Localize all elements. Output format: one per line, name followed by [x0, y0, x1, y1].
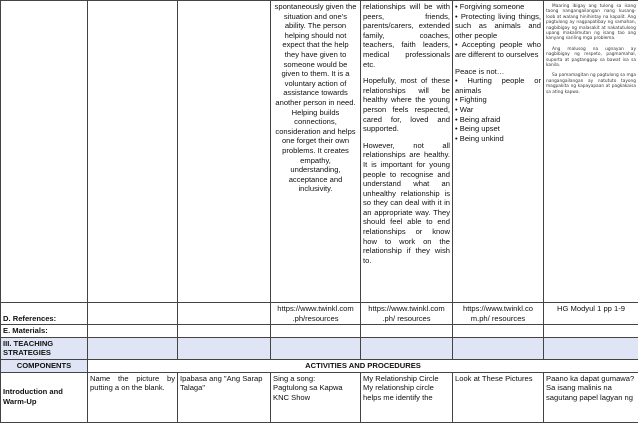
references-day6-text: HG Modyul 1 pp 1-9	[544, 303, 638, 325]
intro-day1-text: Name the picture by putting a on the blank.	[88, 372, 178, 422]
peace-is-not-item: • Fighting	[455, 95, 541, 105]
content-label-cell	[1, 1, 88, 303]
helping-text-line: assistance towards	[273, 88, 358, 98]
relationships-paragraph-1: relationships will be with peers, friends, parents/carers, extended family, coaches, teachers, faith leaders, medical professionals etc.	[363, 2, 450, 69]
components-row	[1, 359, 638, 372]
helping-text-line: inclusivity.	[273, 184, 358, 194]
references-day5-link[interactable]: https://www.twinkl.co m.ph/ resources	[453, 303, 544, 325]
intro-day4-text: My Relationship Circle My relationship circle helps me identify the	[361, 372, 453, 422]
peace-is-not-heading: Peace is not…	[455, 67, 541, 77]
materials-label: E. Materials:	[1, 325, 88, 338]
components-label: COMPONENTS	[1, 359, 88, 372]
peace-is-not-item: • Being unkind	[455, 134, 541, 144]
intro-day2-text: Ipabasa ang "Ang Sarap Talaga"	[178, 372, 271, 422]
materials-row	[1, 325, 638, 338]
helping-text-line: acceptance and	[273, 175, 358, 185]
peace-is-item: • Forgiving someone	[455, 2, 541, 12]
helping-text-line: situation and one’s	[273, 12, 358, 22]
helping-text-line: they have given to	[273, 50, 358, 60]
tagalog-paragraph-3: Sa pamamagitan ng pagtulong sa mga nangangailangan ay natututo tayong magpakita ng kapayapaan at pagkakaisa sa ating kapwa.	[546, 73, 636, 95]
helping-text-line: given to them. It is a	[273, 69, 358, 79]
content-day2-cell	[178, 1, 271, 303]
teaching-strategies-label: III. TEACHING STRATEGIES	[1, 337, 88, 359]
references-day4-link[interactable]: https://www.twinkl.com .ph/ resources	[361, 303, 453, 325]
peace-is-not-item: • War	[455, 105, 541, 115]
peace-is-not-list	[455, 76, 541, 143]
helping-text-line: understanding,	[273, 165, 358, 175]
helping-text-line: expect that the help	[273, 40, 358, 50]
relationships-paragraph-3: However, not all relationships are healthy. It is important for young people to recognise and understand what an unhealthy relationship is so they can deal with it in an appropriate way. They should feel able to end relationships or know how to work on the relationship if they wish to.	[363, 141, 450, 266]
helping-text-line: connections,	[273, 117, 358, 127]
helping-text-line: helping should not	[273, 31, 358, 41]
teaching-strategies-row	[1, 337, 638, 359]
references-day2-cell	[178, 303, 271, 325]
peace-is-list	[455, 2, 541, 60]
helping-text-line: one forget their own	[273, 136, 358, 146]
peace-is-not-item: • Hurting people or animals	[455, 76, 541, 95]
helping-text-line: Helping builds	[273, 108, 358, 118]
references-day3-link[interactable]: https://www.twinkl.com .ph/resources	[271, 303, 361, 325]
helping-text-line: someone would be	[273, 60, 358, 70]
tagalog-notes	[546, 2, 636, 95]
content-day3-text	[273, 2, 358, 194]
intro-day6-text: Paano ka dapat gumawa? Sa isang malinis na sagutang papel lagyan ng	[544, 372, 638, 422]
helping-text-line: problems. It creates	[273, 146, 358, 156]
intro-row	[1, 372, 638, 422]
tagalog-paragraph-1: Maaring ibigay ang tulong sa isang taong nangangailangan nang kusang-loob at walang hinihintay na kapalit. Ang pagtulong ay nagpapatibay ng samahan, nagbibigay ng malasakit at nakatutulong upang makalimutan ng isang tao ang kanyang sariling mga problema.	[546, 4, 636, 42]
intro-label: Introduction and Warm-Up	[1, 372, 88, 422]
references-day1-cell	[88, 303, 178, 325]
peace-is-item: • Accepting people who are different to ourselves	[455, 40, 541, 59]
helping-text-line: ability. The person	[273, 21, 358, 31]
helping-text-line: another person in need.	[273, 98, 358, 108]
references-label: D. References:	[1, 303, 88, 325]
references-row	[1, 303, 638, 325]
content-row	[1, 1, 638, 303]
content-day3-cell	[271, 1, 361, 303]
helping-text-line: voluntary action of	[273, 79, 358, 89]
helping-text-line: consideration and helps	[273, 127, 358, 137]
intro-day5-text: Look at These Pictures	[453, 372, 544, 422]
relationships-paragraph-2: Hopefully, most of these relationships will be healthy where the young person feels respected, cared for, loved and supported.	[363, 76, 450, 134]
content-day4-cell	[361, 1, 453, 303]
helping-text-line: empathy,	[273, 156, 358, 166]
activities-procedures-heading: ACTIVITIES AND PROCEDURES	[88, 359, 638, 372]
helping-text-line: spontaneously given the	[273, 2, 358, 12]
peace-is-not-item: • Being afraid	[455, 115, 541, 125]
content-day1-cell	[88, 1, 178, 303]
tagalog-paragraph-2: Ang malusog na ugnayan ay nagbibigay ng respeto, pagmamahal, suporta at pagtanggap sa bawat isa sa kanila.	[546, 47, 636, 69]
content-day6-cell	[544, 1, 638, 303]
peace-is-not-item: • Being upset	[455, 124, 541, 134]
peace-is-item: • Protecting living things, such as animals and other people	[455, 12, 541, 41]
intro-day3-text: Sing a song: Pagtulong sa Kapwa KNC Show	[271, 372, 361, 422]
content-day5-cell	[453, 1, 544, 303]
